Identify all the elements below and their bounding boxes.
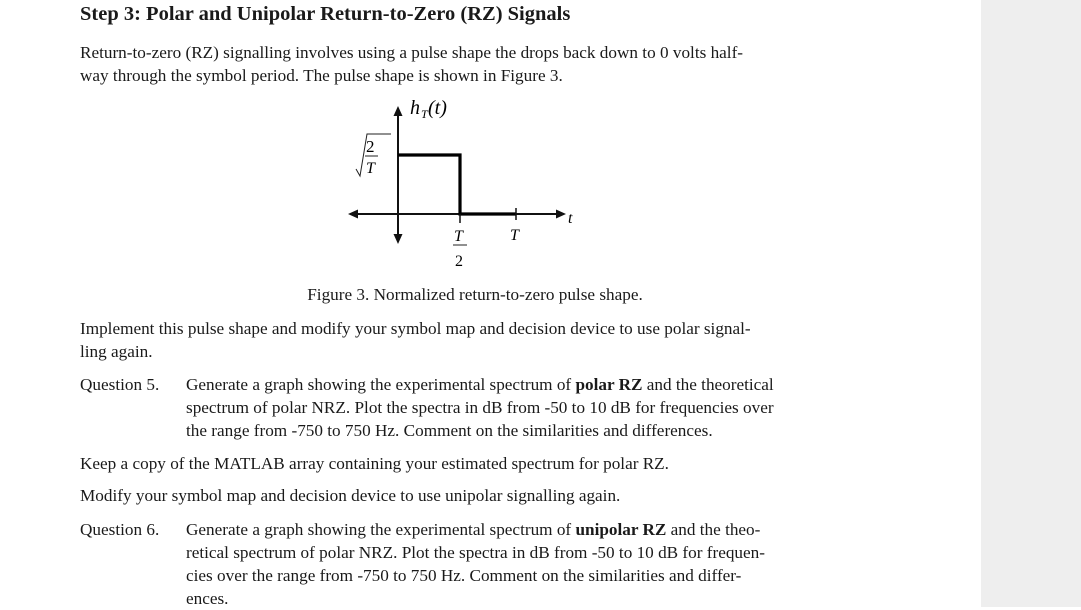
question-6-text-end: and the theo- [666,520,761,539]
amplitude-denominator: T [366,160,375,177]
question-5-emphasis: polar RZ [575,375,643,394]
question-6-emphasis: unipolar RZ [575,520,667,539]
x-axis-arrow-left [348,210,358,219]
question-6-line-4: ences. [186,589,229,608]
question-6-line-2: retical spectrum of polar NRZ. Plot the spectra in dB from -50 to 10 dB for frequen- [186,543,765,562]
question-6-line-1 [186,518,862,541]
question-5-text: Generate a graph showing the experimental spectrum of [186,375,576,394]
question-6-text: Generate a graph showing the experimental spectrum of [186,520,576,539]
question-6-body [186,518,862,610]
question-5-line-1 [186,373,862,396]
intro-line-1: Return-to-zero (RZ) signalling involves using a pulse shape the drops back down to 0 volts half- [80,43,744,62]
y-axis-arrow-down [394,234,403,244]
tick-label-half-denominator: 2 [455,253,463,270]
y-axis-label-sub: T [421,107,428,121]
modify-paragraph: Modify your symbol map and decision device to use unipolar signalling again. [80,486,621,505]
amplitude-numerator: 2 [366,137,375,156]
implement-paragraph [80,317,870,363]
pulse-waveform [398,155,516,214]
question-5-line-2: spectrum of polar NRZ. Plot the spectra in dB from -50 to 10 dB for frequencies over [186,398,774,417]
tick-label-period: T [510,227,519,244]
implement-line-2: ling again. [80,342,153,361]
question-5-body [186,373,862,442]
tick-label-half-numerator: T [454,228,463,245]
intro-paragraph [80,41,870,87]
y-axis-label: h [410,97,420,119]
y-axis-label-arg: (t) [428,97,447,119]
question-5-text-end: and the theoretical [642,375,774,394]
section-heading: Step 3: Polar and Unipolar Return-to-Zero (RZ) Signals [80,3,571,25]
right-margin-panel [981,0,1081,607]
x-axis-label: t [568,210,573,227]
question-6-line-3: cies over the range from -750 to 750 Hz. Comment on the similarities and differ- [186,566,742,585]
figure-caption: Figure 3. Normalized return-to-zero pulse shape. [307,285,643,304]
keep-copy-paragraph: Keep a copy of the MATLAB array containing your estimated spectrum for polar RZ. [80,454,669,473]
intro-line-2: way through the symbol period. The pulse shape is shown in Figure 3. [80,66,563,85]
implement-line-1: Implement this pulse shape and modify your symbol map and decision device to use polar signal- [80,319,751,338]
question-6-label: Question 6. [80,520,160,539]
y-axis-arrow-up [394,106,403,116]
question-5-line-3: the range from -750 to 750 Hz. Comment on the similarities and differences. [186,421,713,440]
pulse-shape-diagram [80,92,870,282]
x-axis-arrow-right [556,210,566,219]
pulse-shape-figure [80,92,870,282]
question-5-label: Question 5. [80,375,160,394]
